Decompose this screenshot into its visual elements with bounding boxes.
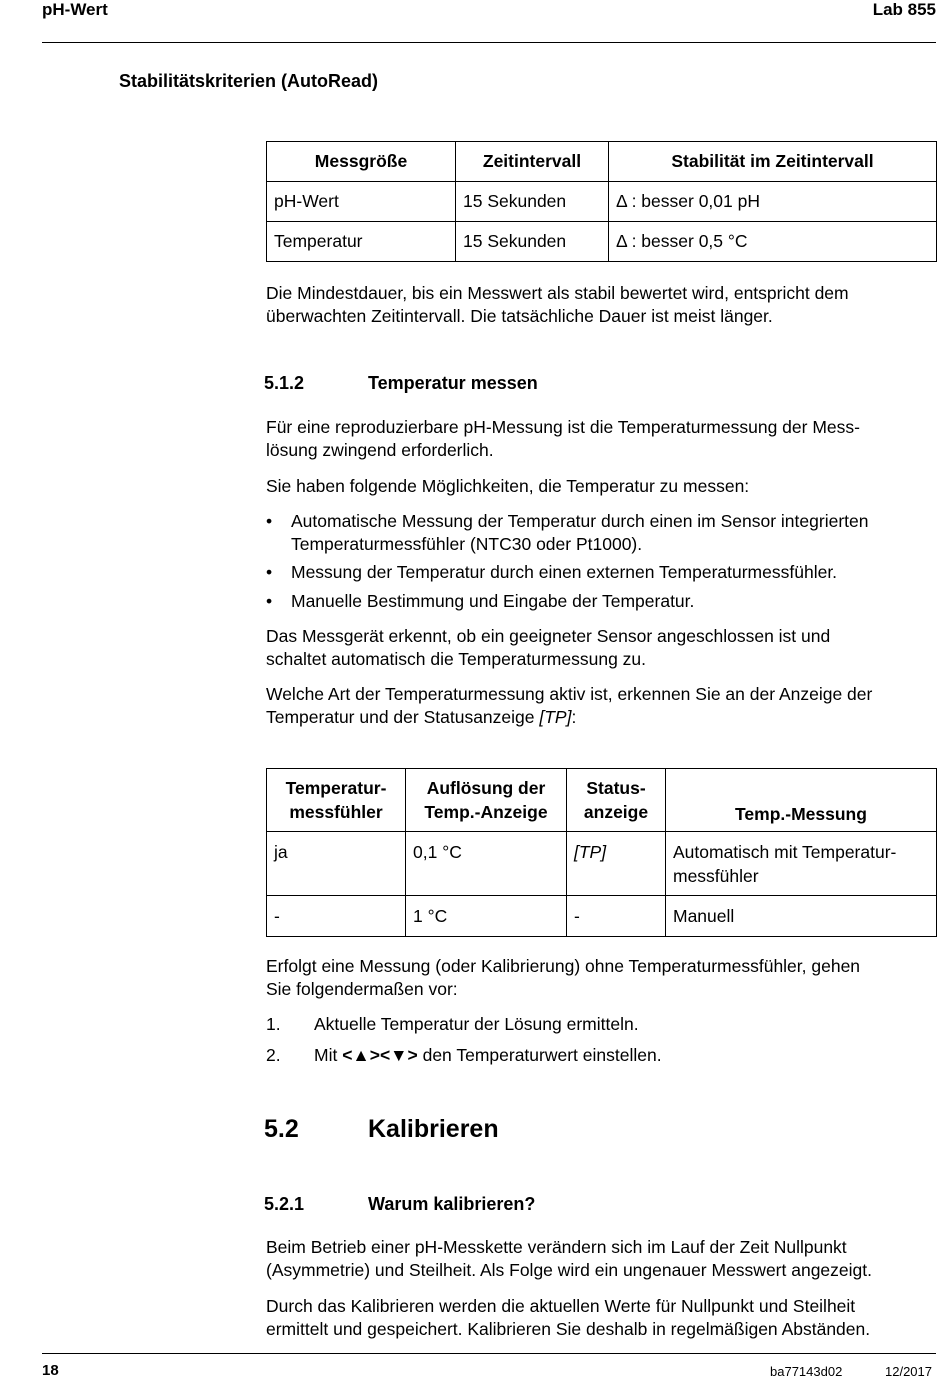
sec-521-p2-line-1: Durch das Kalibrieren werden die aktuellen Werte für Nullpunkt und Steilheit	[266, 1296, 856, 1316]
th-line: Temp.-Messung	[735, 804, 867, 824]
step-pre: Mit	[314, 1045, 343, 1065]
step-number: 1.	[266, 1014, 281, 1034]
th-line: Status-	[586, 778, 646, 798]
stab-para-line-2: überwachten Zeitintervall. Die tatsächliche Dauer ist meist länger.	[266, 306, 773, 326]
list-item	[266, 1044, 926, 1067]
sec-512-p3-line-2: schaltet automatisch die Temperaturmessung zu.	[266, 649, 647, 669]
temp-th-1	[267, 769, 406, 832]
sec-512-p5-line-2: Sie folgendermaßen vor:	[266, 979, 458, 999]
th-line: Temp.-Anzeige	[424, 802, 548, 822]
stab-para	[266, 282, 849, 328]
sec-512-p1	[266, 416, 860, 462]
temp-th-4	[666, 769, 937, 832]
stab-cell: Temperatur	[267, 222, 456, 262]
table-row	[267, 182, 937, 222]
stab-th-3: Stabilität im Zeitintervall	[609, 142, 937, 182]
sec-521-p1-line-2: (Asymmetrie) und Steilheit. Als Folge wird ein ungenauer Messwert angezeigt.	[266, 1260, 872, 1280]
arrow-keys: <▲><▼>	[342, 1045, 418, 1065]
sec-512-p1-line-1: Für eine reproduzierbare pH-Messung ist die Temperaturmessung der Mess-	[266, 417, 860, 437]
step-text: Aktuelle Temperatur der Lösung ermitteln.	[314, 1014, 639, 1034]
sec-521-title: Warum kalibrieren?	[368, 1194, 536, 1214]
sec-521-p2-line-2: ermittelt und gespeichert. Kalibrieren Sie deshalb in regelmäßigen Abständen.	[266, 1319, 871, 1339]
temp-cell: -	[567, 896, 666, 937]
header-left: pH-Wert	[42, 0, 108, 19]
sec-512-p4-line-2	[266, 706, 872, 729]
bullet: •	[266, 591, 273, 611]
stab-th-2: Zeitintervall	[456, 142, 609, 182]
sec-52-number: 5.2	[264, 1115, 299, 1143]
bullet-3-text: Manuelle Bestimmung und Eingabe der Temperatur.	[291, 591, 695, 611]
header-right: Lab 855	[872, 0, 936, 19]
sec-512-p3	[266, 625, 830, 671]
stab-cell: pH-Wert	[267, 182, 456, 222]
p4-text: Temperatur und der Statusanzeige	[266, 707, 540, 727]
stab-cell: Δ : besser 0,5 °C	[609, 222, 937, 262]
list-item	[266, 1013, 926, 1036]
step-number: 2.	[266, 1045, 281, 1065]
th-line: Temperatur-	[285, 778, 387, 798]
page-number: 18	[42, 1362, 59, 1379]
step-text	[314, 1044, 662, 1067]
sec-52-title: Kalibrieren	[368, 1115, 499, 1143]
temp-cell: ja	[267, 832, 406, 896]
th-line: anzeige	[583, 802, 649, 822]
footer-rule	[42, 1353, 936, 1354]
table-row	[267, 832, 937, 896]
sec-512-p1-line-2: lösung zwingend erforderlich.	[266, 440, 494, 460]
temp-cell: 0,1 °C	[406, 832, 567, 896]
bullet-1-line-1: Automatische Messung der Temperatur durch einen im Sensor integrierten	[291, 511, 869, 531]
stab-table	[266, 141, 937, 262]
sec-512-p2: Sie haben folgende Möglichkeiten, die Temperatur zu messen:	[266, 476, 750, 496]
temp-table	[266, 768, 937, 937]
sec-521-p2	[266, 1295, 870, 1341]
temp-cell: -	[267, 896, 406, 937]
temp-cell: [TP]	[567, 832, 666, 896]
doc-id: ba77143d02	[770, 1364, 843, 1379]
temp-cell	[666, 832, 937, 896]
sec-521-p1	[266, 1236, 872, 1282]
table-row	[267, 896, 937, 937]
sec-512-p5-line-1: Erfolgt eine Messung (oder Kalibrierung) ohne Temperaturmessfühler, gehen	[266, 956, 861, 976]
sec-512-p3-line-1: Das Messgerät erkennt, ob ein geeigneter Sensor angeschlossen ist und	[266, 626, 831, 646]
sec-512-p4	[266, 683, 872, 729]
temp-cell: 1 °C	[406, 896, 567, 937]
th-line: messfühler	[289, 802, 383, 822]
stab-th-1: Messgröße	[267, 142, 456, 182]
stab-cell: 15 Sekunden	[456, 182, 609, 222]
temp-th-2	[406, 769, 567, 832]
step-post: den Temperaturwert einstellen.	[417, 1045, 662, 1065]
stab-cell: 15 Sekunden	[456, 222, 609, 262]
stab-para-line-1: Die Mindestdauer, bis ein Messwert als stabil bewertet wird, entspricht dem	[266, 283, 849, 303]
bullet-1-line-2: Temperaturmessfühler (NTC30 oder Pt1000).	[291, 534, 643, 554]
cell-line: Automatisch mit Temperatur-	[673, 842, 897, 862]
cell-line: messfühler	[673, 866, 759, 886]
bullet: •	[266, 562, 273, 582]
table-row	[267, 222, 937, 262]
sec-512-number: 5.1.2	[264, 373, 305, 393]
bullet: •	[266, 511, 273, 531]
sec-521-p1-line-1: Beim Betrieb einer pH-Messkette verändern sich im Lauf der Zeit Nullpunkt	[266, 1237, 847, 1257]
p4-colon: :	[571, 707, 577, 727]
temp-th-3	[567, 769, 666, 832]
stab-cell: Δ : besser 0,01 pH	[609, 182, 937, 222]
sec-512-p4-line-1: Welche Art der Temperaturmessung aktiv ist, erkennen Sie an der Anzeige der	[266, 684, 873, 704]
sec-512-title: Temperatur messen	[368, 373, 538, 393]
th-line: Auflösung der	[426, 778, 546, 798]
status-tp-label: [TP]	[539, 707, 572, 727]
sec-512-p5	[266, 955, 860, 1001]
header-rule	[42, 42, 936, 43]
temp-cell: Manuell	[666, 896, 937, 937]
sec-521-number: 5.2.1	[264, 1194, 305, 1214]
bullet-2-text: Messung der Temperatur durch einen externen Temperaturmessfühler.	[291, 562, 838, 582]
doc-date: 12/2017	[885, 1364, 932, 1379]
stab-heading: Stabilitätskriterien (AutoRead)	[119, 71, 379, 91]
